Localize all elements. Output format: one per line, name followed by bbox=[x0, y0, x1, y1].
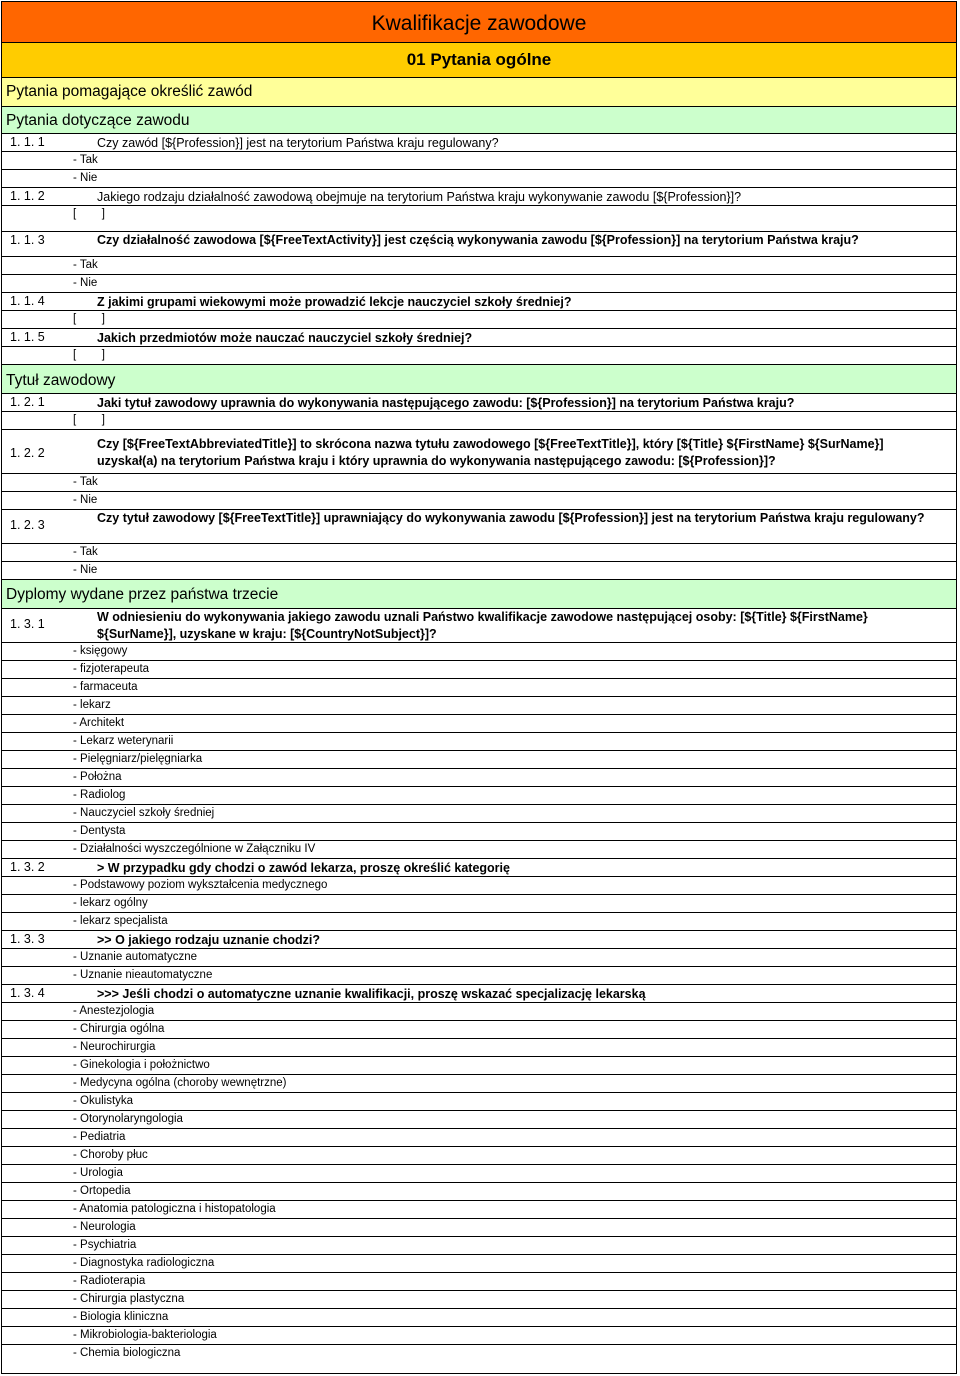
answer-option[interactable] bbox=[2, 1057, 956, 1075]
answer-option[interactable] bbox=[2, 1093, 956, 1111]
section-title: Tytuł zawodowy bbox=[6, 372, 116, 389]
question-row bbox=[2, 134, 956, 152]
answer-option-label: - Ginekologia i położnictwo bbox=[73, 1059, 210, 1071]
question-row bbox=[2, 859, 956, 877]
question-row bbox=[2, 430, 956, 474]
answer-option-label: - farmaceuta bbox=[73, 681, 138, 693]
questionnaire-sheet bbox=[1, 1, 957, 1374]
answer-option-label: - Radiolog bbox=[73, 789, 126, 801]
question-text: >> O jakiego rodzaju uznanie chodzi? bbox=[97, 933, 320, 947]
answer-option-label: - Anestezjologia bbox=[73, 1005, 155, 1017]
category-title: Pytania pomagające określić zawód bbox=[6, 83, 253, 100]
question-number: 1. 2. 1 bbox=[10, 395, 45, 409]
question-number: 1. 2. 3 bbox=[10, 518, 45, 532]
answer-option-label: - Tak bbox=[73, 154, 98, 166]
answer-option-label: - lekarz ogólny bbox=[73, 897, 148, 909]
answer-option-label: - Diagnostyka radiologiczna bbox=[73, 1257, 215, 1269]
question-text: Czy [${FreeTextAbbreviatedTitle}] to skrócona nazwa tytułu zawodowego [${FreeTextTitle}], który [${Title} ${FirstName} ${SurName}] uzyskał(a) na terytorium Państwa kraju i który uprawnia do wykonywania następującego zawodu: [${Profession}]? bbox=[97, 437, 884, 468]
answer-option[interactable] bbox=[2, 679, 956, 697]
answer-option-label: - Chirurgia ogólna bbox=[73, 1023, 165, 1035]
answer-option-label: - Pielęgniarz/pielęgniarka bbox=[73, 753, 203, 765]
question-row bbox=[2, 232, 956, 257]
answer-option-label: - Pediatria bbox=[73, 1131, 126, 1143]
answer-option[interactable] bbox=[2, 715, 956, 733]
answer-option[interactable] bbox=[2, 751, 956, 769]
question-row bbox=[2, 188, 956, 206]
answer-option[interactable] bbox=[2, 1219, 956, 1237]
answer-option[interactable] bbox=[2, 1039, 956, 1057]
answer-option-label: - Działalności wyszczególnione w Załączniku IV bbox=[73, 843, 316, 855]
answer-option[interactable] bbox=[2, 1291, 956, 1309]
answer-option-label: - Medycyna ogólna (choroby wewnętrzne) bbox=[73, 1077, 287, 1089]
answer-option-label: - Radioterapia bbox=[73, 1275, 146, 1287]
answer-option[interactable] bbox=[2, 1327, 956, 1345]
answer-option-label: - Biologia kliniczna bbox=[73, 1311, 169, 1323]
answer-option-label: - Nie bbox=[73, 172, 98, 184]
answer-option-label: - Ortopedia bbox=[73, 1185, 131, 1197]
question-text: Z jakimi grupami wiekowymi może prowadzić lekcje nauczyciel szkoły średniej? bbox=[97, 295, 572, 309]
question-text: W odniesieniu do wykonywania jakiego zawodu uznali Państwo kwalifikacje zawodowe następującej osoby: [${Title} ${FirstName} ${SurName}], uzyskane w kraju: [${CountryNotSubject}]? bbox=[97, 610, 868, 641]
answer-option[interactable] bbox=[2, 170, 956, 188]
question-text: Jakich przedmiotów może nauczać nauczyciel szkoły średniej? bbox=[97, 331, 473, 345]
answer-option-label: [ ] bbox=[73, 313, 105, 325]
answer-option-label: [ ] bbox=[73, 414, 105, 426]
answer-option[interactable] bbox=[2, 1309, 956, 1327]
answer-option-label: - Urologia bbox=[73, 1167, 123, 1179]
answer-option[interactable] bbox=[2, 895, 956, 913]
answer-option[interactable] bbox=[2, 1201, 956, 1219]
answer-option-label: - Lekarz weterynarii bbox=[73, 735, 174, 747]
question-row bbox=[2, 609, 956, 643]
page-title-bar bbox=[2, 2, 956, 43]
answer-option[interactable] bbox=[2, 474, 956, 492]
answer-option-label: - Nie bbox=[73, 494, 98, 506]
answer-option[interactable] bbox=[2, 1147, 956, 1165]
answer-option[interactable] bbox=[2, 949, 956, 967]
section-header bbox=[2, 365, 956, 394]
answer-option-label: - Chemia biologiczna bbox=[73, 1347, 181, 1359]
answer-option[interactable] bbox=[2, 1345, 956, 1363]
question-row bbox=[2, 985, 956, 1003]
question-number: 1. 2. 2 bbox=[10, 446, 45, 460]
answer-option-label: - Tak bbox=[73, 546, 98, 558]
answer-option[interactable] bbox=[2, 1273, 956, 1291]
question-number: 1. 3. 2 bbox=[10, 860, 45, 874]
answer-option-label: - Nie bbox=[73, 277, 98, 289]
question-number: 1. 3. 4 bbox=[10, 986, 45, 1000]
answer-field[interactable] bbox=[2, 311, 956, 329]
answer-option[interactable] bbox=[2, 1003, 956, 1021]
answer-option[interactable] bbox=[2, 769, 956, 787]
answer-option[interactable] bbox=[2, 544, 956, 562]
question-number: 1. 3. 1 bbox=[10, 617, 45, 631]
answer-field[interactable] bbox=[2, 206, 956, 232]
question-number: 1. 1. 1 bbox=[10, 135, 45, 149]
answer-option-label: - Tak bbox=[73, 259, 98, 271]
answer-option-label: - Neurochirurgia bbox=[73, 1041, 156, 1053]
answer-option-label: - Uznanie nieautomatyczne bbox=[73, 969, 213, 981]
answer-option-label: - Otorynolaryngologia bbox=[73, 1113, 183, 1125]
answer-option[interactable] bbox=[2, 1237, 956, 1255]
page-title: Kwalifikacje zawodowe bbox=[371, 12, 587, 35]
question-text: >>> Jeśli chodzi o automatyczne uznanie kwalifikacji, proszę wskazać specjalizację lekarską bbox=[97, 987, 646, 1001]
answer-option[interactable] bbox=[2, 1165, 956, 1183]
answer-field[interactable] bbox=[2, 412, 956, 430]
question-text: Jaki tytuł zawodowy uprawnia do wykonywania następującego zawodu: [${Profession}] na terytorium Państwa kraju? bbox=[97, 396, 795, 410]
answer-option[interactable] bbox=[2, 661, 956, 679]
answer-option[interactable] bbox=[2, 152, 956, 170]
answer-option-label: - Położna bbox=[73, 771, 122, 783]
answer-option[interactable] bbox=[2, 1021, 956, 1039]
answer-option[interactable] bbox=[2, 492, 956, 510]
question-text: Czy działalność zawodowa [${FreeTextActivity}] jest częścią wykonywania zawodu [${Profession}] na terytorium Państwa kraju? bbox=[97, 233, 859, 247]
answer-option-label: - Mikrobiologia-bakteriologia bbox=[73, 1329, 217, 1341]
question-row bbox=[2, 931, 956, 949]
answer-option[interactable] bbox=[2, 805, 956, 823]
section-header bbox=[2, 107, 956, 134]
answer-option-label: - Okulistyka bbox=[73, 1095, 134, 1107]
section-header bbox=[2, 580, 956, 609]
answer-option[interactable] bbox=[2, 787, 956, 805]
answer-option[interactable] bbox=[2, 913, 956, 931]
answer-option-label: - lekarz specjalista bbox=[73, 915, 168, 927]
answer-option-label: - Choroby płuc bbox=[73, 1149, 148, 1161]
answer-option-label: - Neurologia bbox=[73, 1221, 136, 1233]
section-title: Pytania dotyczące zawodu bbox=[6, 112, 190, 129]
question-text: > W przypadku gdy chodzi o zawód lekarza, proszę określić kategorię bbox=[97, 861, 510, 875]
answer-option-label: - fizjoterapeuta bbox=[73, 663, 150, 675]
answer-option[interactable] bbox=[2, 257, 956, 275]
question-number: 1. 1. 5 bbox=[10, 330, 45, 344]
answer-option[interactable] bbox=[2, 1129, 956, 1147]
answer-option-label: - Anatomia patologiczna i histopatologia bbox=[73, 1203, 276, 1215]
question-number: 1. 1. 3 bbox=[10, 233, 45, 247]
answer-option[interactable] bbox=[2, 733, 956, 751]
answer-option-label: - Podstawowy poziom wykształcenia medycznego bbox=[73, 879, 328, 891]
answer-option-label: - Nie bbox=[73, 564, 98, 576]
question-text: Jakiego rodzaju działalność zawodową obejmuje na terytorium Państwa kraju wykonywanie zawodu [${Profession}]? bbox=[97, 190, 742, 204]
subtitle-bar bbox=[2, 43, 956, 78]
answer-option-label: - Psychiatria bbox=[73, 1239, 137, 1251]
answer-field[interactable] bbox=[2, 347, 956, 365]
question-row bbox=[2, 394, 956, 412]
question-number: 1. 1. 2 bbox=[10, 189, 45, 203]
question-text: Czy tytuł zawodowy [${FreeTextTitle}] uprawniający do wykonywania zawodu [${Profession}] jest na terytorium Państwa kraju regulowany? bbox=[97, 511, 925, 525]
answer-option-label: - Tak bbox=[73, 476, 98, 488]
question-number: 1. 3. 3 bbox=[10, 932, 45, 946]
answer-option-label: - księgowy bbox=[73, 645, 128, 657]
question-text: Czy zawód [${Profession}] jest na terytorium Państwa kraju regulowany? bbox=[97, 136, 499, 150]
question-row bbox=[2, 329, 956, 347]
answer-option[interactable] bbox=[2, 823, 956, 841]
question-row bbox=[2, 293, 956, 311]
question-number: 1. 1. 4 bbox=[10, 294, 45, 308]
answer-option-label: - Nauczyciel szkoły średniej bbox=[73, 807, 215, 819]
answer-option[interactable] bbox=[2, 967, 956, 985]
answer-option-label: - Uznanie automatyczne bbox=[73, 951, 198, 963]
answer-option[interactable] bbox=[2, 1255, 956, 1273]
answer-option-label: [ ] bbox=[73, 349, 105, 361]
answer-option[interactable] bbox=[2, 841, 956, 859]
answer-option[interactable] bbox=[2, 275, 956, 293]
answer-option[interactable] bbox=[2, 643, 956, 661]
category-band bbox=[2, 78, 956, 107]
answer-option-label: - lekarz bbox=[73, 699, 111, 711]
section-title: Dyplomy wydane przez państwa trzecie bbox=[6, 586, 279, 603]
answer-option-label: - Architekt bbox=[73, 717, 125, 729]
answer-option[interactable] bbox=[2, 562, 956, 580]
page-subtitle: 01 Pytania ogólne bbox=[406, 50, 552, 69]
answer-option[interactable] bbox=[2, 1111, 956, 1129]
answer-option[interactable] bbox=[2, 1075, 956, 1093]
answer-option[interactable] bbox=[2, 877, 956, 895]
answer-option-label: [ ] bbox=[73, 208, 105, 220]
answer-option[interactable] bbox=[2, 697, 956, 715]
answer-option-label: - Dentysta bbox=[73, 825, 126, 837]
answer-option-label: - Chirurgia plastyczna bbox=[73, 1293, 185, 1305]
question-row bbox=[2, 510, 956, 544]
answer-option[interactable] bbox=[2, 1183, 956, 1201]
